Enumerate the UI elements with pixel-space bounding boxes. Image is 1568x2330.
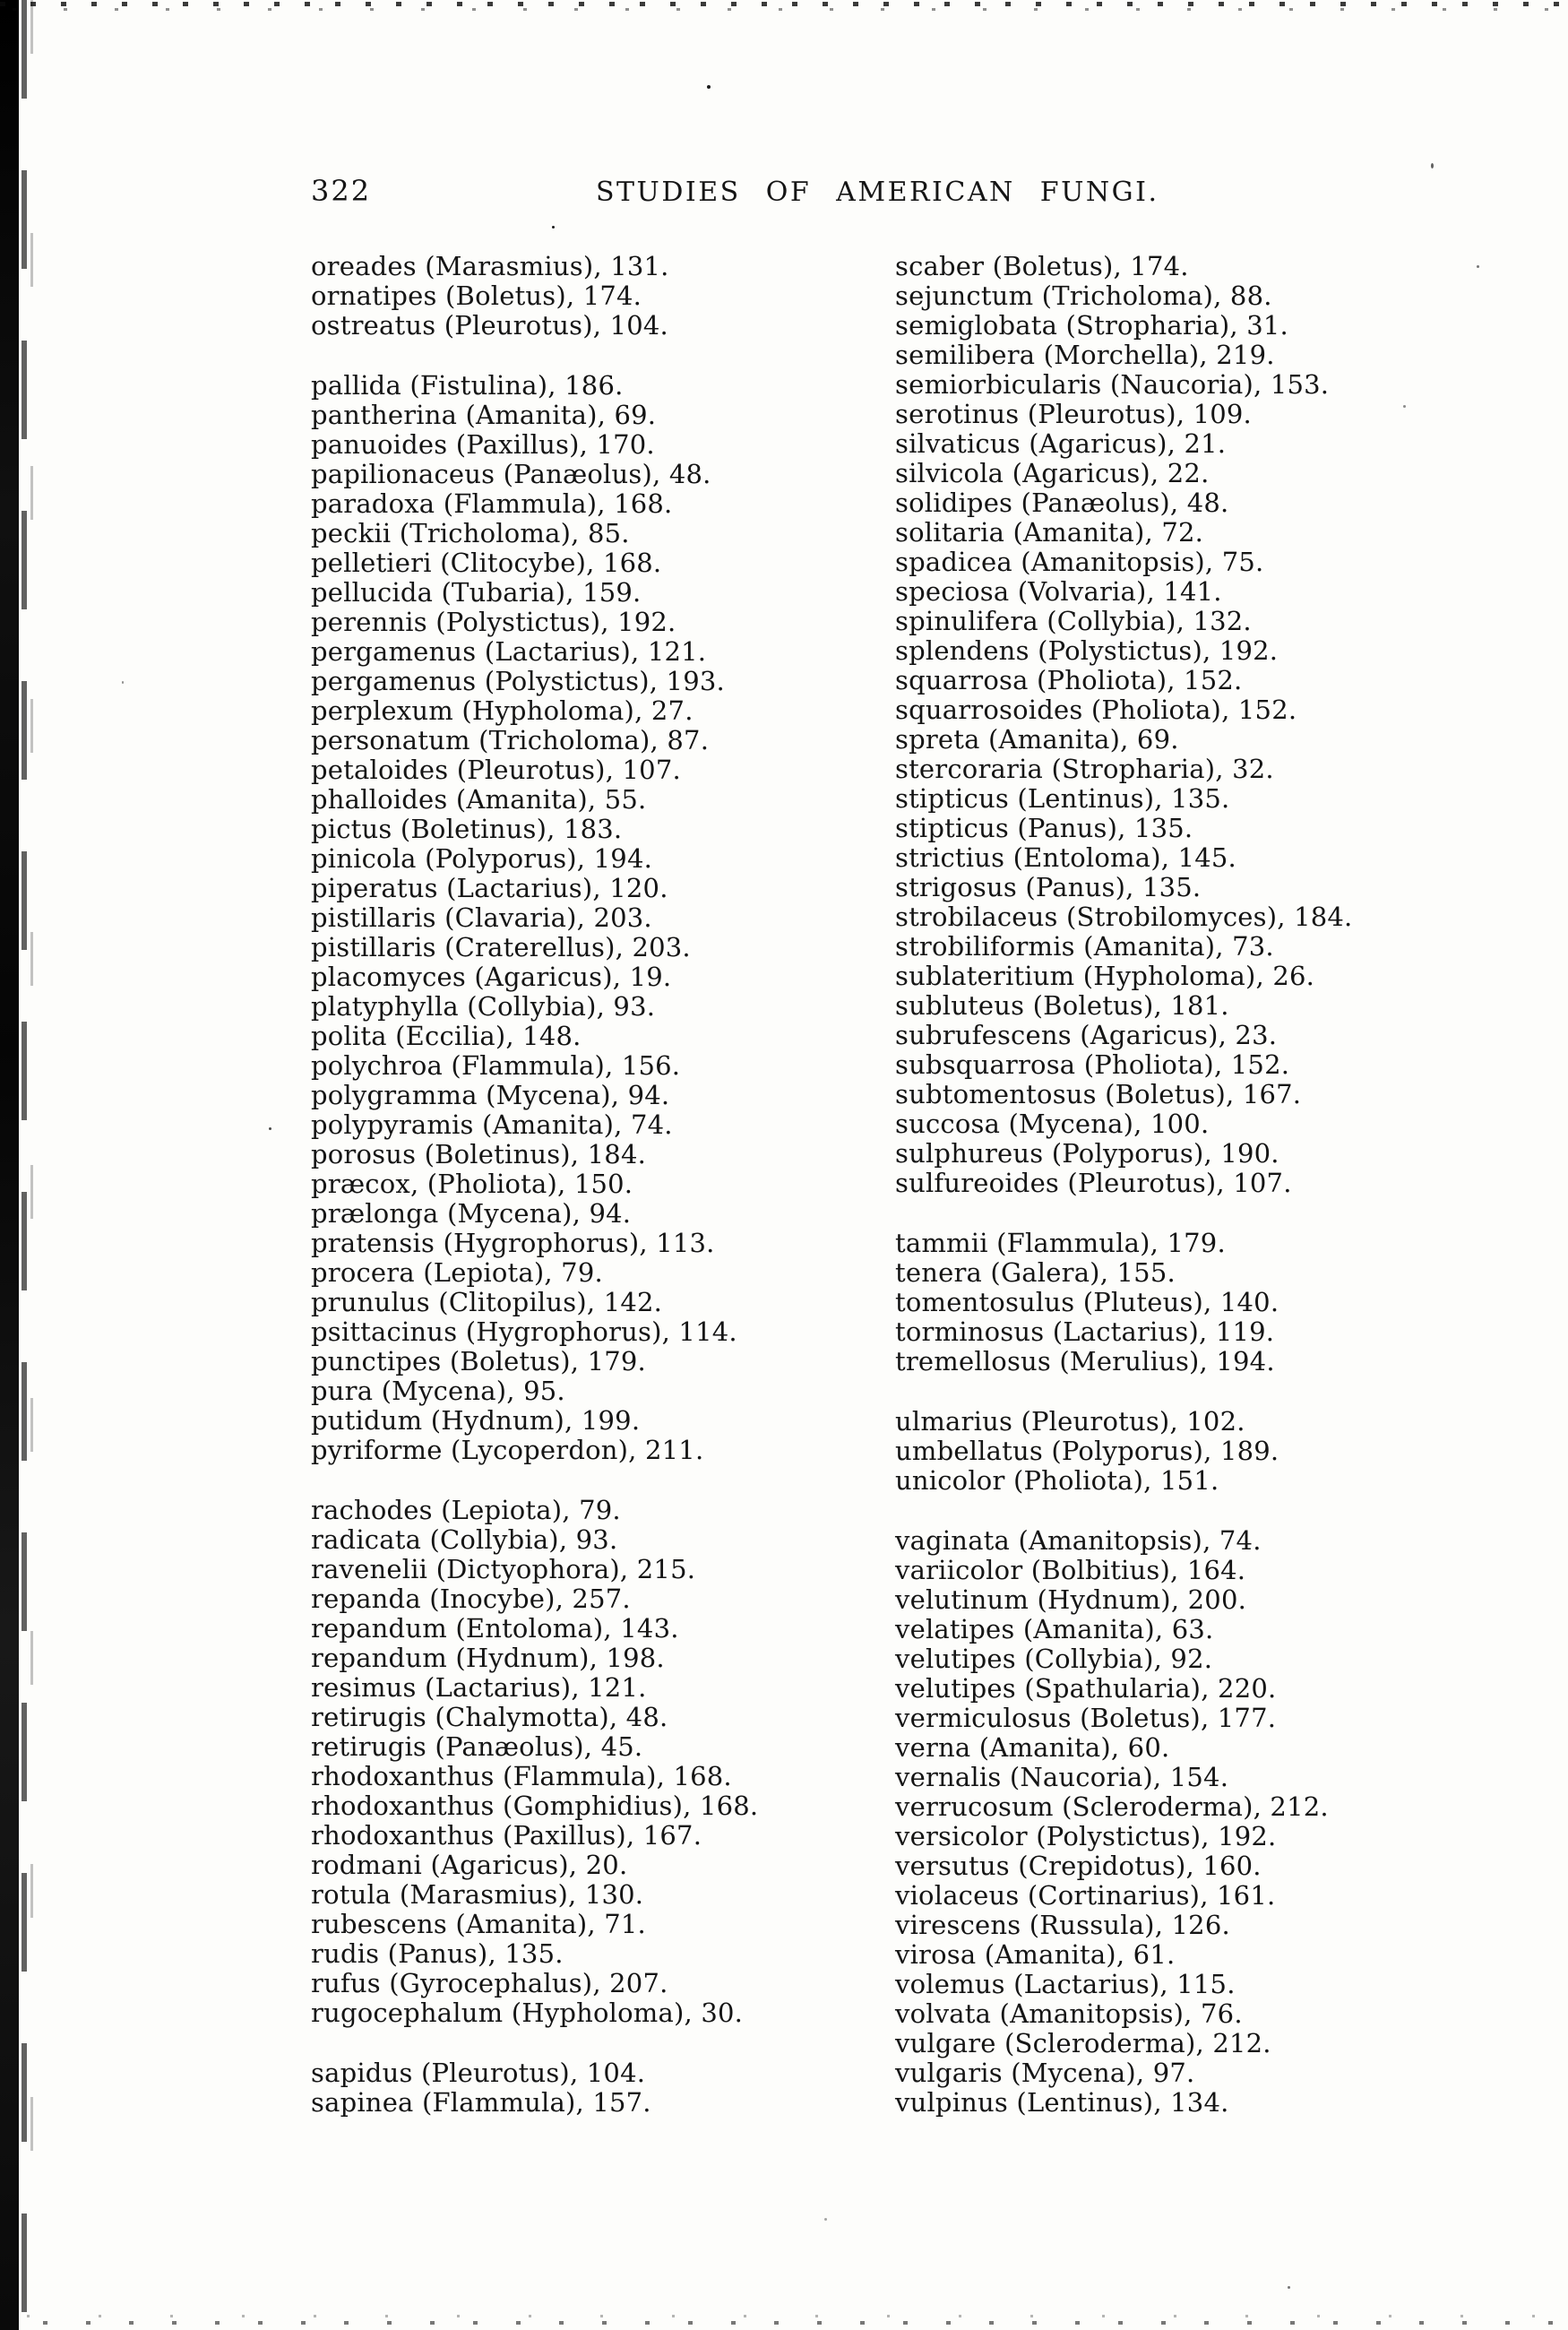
index-entry: umbellatus (Polyporus), 189. [895,1436,1279,1466]
index-entry: ostreatus (Pleurotus), 104. [311,310,668,341]
index-entry: semilibera (Morchella), 219. [895,340,1275,370]
index-entry: sejunctum (Tricholoma), 88. [895,280,1272,311]
index-entry: verrucosum (Scleroderma), 212. [895,1791,1329,1822]
index-entry: subluteus (Boletus), 181. [895,990,1229,1021]
index-entry: strictius (Entoloma), 145. [895,842,1236,873]
index-group [895,1407,1433,1496]
index-group [311,371,849,1465]
index-entry: silvicola (Agaricus), 22. [895,458,1210,488]
index-entry: piperatus (Lactarius), 120. [311,873,668,903]
index-entry: rudis (Panus), 135. [311,1938,564,1969]
index-entry: pallida (Fistulina), 186. [311,370,624,401]
index-entry: squarrosoides (Pholiota), 152. [895,695,1297,725]
index-entry: violaceus (Cortinarius), 161. [895,1880,1276,1911]
index-entry: speciosa (Volvaria), 141. [895,576,1222,607]
index-entry: repandum (Hydnum), 198. [311,1643,665,1673]
index-entry: peckii (Tricholoma), 85. [311,518,630,548]
index-entry: pura (Mycena), 95. [311,1376,565,1406]
index-entry: squarrosa (Pholiota), 152. [895,665,1243,695]
index-entry: prunulus (Clitopilus), 142. [311,1287,663,1317]
scan-speck [1477,265,1479,268]
index-entry: spreta (Amanita), 69. [895,724,1179,755]
index-entry: semiorbicularis (Naucoria), 153. [895,369,1330,400]
scan-artifact-left-edge [0,0,19,2330]
index-entry: pergamenus (Lactarius), 121. [311,636,707,667]
index-entry: velutinum (Hydnum), 200. [895,1584,1247,1615]
index-group [895,1526,1433,2118]
index-entry: sapinea (Flammula), 157. [311,2087,651,2118]
scan-artifact-top-edge [0,2,1568,6]
index-entry: vernalis (Naucoria), 154. [895,1762,1229,1792]
index-entry: rhodoxanthus (Paxillus), 167. [311,1820,702,1851]
index-entry: velutipes (Spathularia), 220. [895,1673,1277,1704]
index-entry: retirugis (Panæolus), 45. [311,1731,643,1762]
index-entry: stipticus (Panus), 135. [895,813,1193,843]
index-entry: rodmani (Agaricus), 20. [311,1850,628,1880]
index-entry: vaginata (Amanitopsis), 74. [895,1525,1262,1556]
index-entry: porosus (Boletinus), 184. [311,1139,647,1169]
index-entry: polygramma (Mycena), 94. [311,1080,670,1110]
index-entry: solitaria (Amanita), 72. [895,517,1204,548]
index-entry: torminosus (Lactarius), 119. [895,1316,1275,1347]
index-entry: perplexum (Hypholoma), 27. [311,695,694,726]
scan-artifact-left-line-2 [30,0,33,2330]
index-entry: sulfureoides (Pleurotus), 107. [895,1168,1292,1198]
index-entry: serotinus (Pleurotus), 109. [895,399,1252,429]
index-entry: rufus (Gyrocephalus), 207. [311,1968,668,1998]
scan-speck [122,681,124,684]
index-entry: velutipes (Collybia), 92. [895,1644,1213,1674]
index-entry: rugocephalum (Hypholoma), 30. [311,1998,744,2028]
index-entry: psittacinus (Hygrophorus), 114. [311,1316,737,1347]
index-entry: volemus (Lactarius), 115. [895,1969,1236,1999]
index-entry: pratensis (Hygrophorus), 113. [311,1228,715,1258]
index-entry: panuoides (Paxillus), 170. [311,429,655,460]
index-entry: procera (Lepiota), 79. [311,1257,603,1288]
scan-artifact-top-edge-2 [13,8,1568,11]
index-entry: sapidus (Pleurotus), 104. [311,2058,646,2088]
index-group [311,1496,849,2028]
index-entry: papilionaceus (Panæolus), 48. [311,459,711,489]
index-entry: stipticus (Lentinus), 135. [895,783,1230,814]
index-entry: spadicea (Amanitopsis), 75. [895,547,1264,577]
scan-speck [269,1127,271,1130]
index-entry: volvata (Amanitopsis), 76. [895,1998,1243,2029]
scan-speck [1288,2286,1290,2289]
index-entry: rubescens (Amanita), 71. [311,1909,646,1939]
index-entry: tammii (Flammula), 179. [895,1228,1226,1258]
index-group [311,252,849,341]
index-entry: tremellosus (Merulius), 194. [895,1346,1275,1376]
index-column-left [311,252,849,2118]
index-entry: silvaticus (Agaricus), 21. [895,428,1227,459]
index-entry: variicolor (Bolbitius), 164. [895,1555,1246,1585]
index-entry: repandum (Entoloma), 143. [311,1613,679,1644]
index-entry: velatipes (Amanita), 63. [895,1614,1214,1644]
running-header: STUDIES OF AMERICAN FUNGI. [596,177,1159,208]
index-entry: solidipes (Panæolus), 48. [895,488,1229,518]
index-entry: polypyramis (Amanita), 74. [311,1109,673,1140]
index-entry: pelletieri (Clitocybe), 168. [311,548,662,578]
scan-artifact-bottom-edge-2 [27,2315,1568,2317]
index-entry: polita (Eccilia), 148. [311,1021,582,1051]
index-entry: spinulifera (Collybia), 132. [895,606,1252,636]
scan-speck [552,226,555,229]
index-entry: scaber (Boletus), 174. [895,251,1189,281]
index-entry: unicolor (Pholiota), 151. [895,1465,1219,1496]
index-entry: strobiliformis (Amanita), 73. [895,931,1274,962]
index-entry: subrufescens (Agaricus), 23. [895,1020,1278,1050]
index-entry: rhodoxanthus (Gomphidius), 168. [311,1791,759,1821]
index-entry: pyriforme (Lycoperdon), 211. [311,1435,704,1465]
index-group [311,2058,849,2118]
index-entry: sulphureus (Polyporus), 190. [895,1138,1279,1169]
index-entry: pictus (Boletinus), 183. [311,814,623,844]
index-entry: pistillaris (Clavaria), 203. [311,902,652,933]
index-entry: rhodoxanthus (Flammula), 168. [311,1761,732,1791]
scan-artifact-bottom-edge [0,2321,1568,2325]
scan-speck [824,2218,827,2221]
index-group [895,252,1433,1198]
index-entry: oreades (Marasmius), 131. [311,251,669,281]
index-entry: præcox, (Pholiota), 150. [311,1169,633,1199]
index-entry: tomentosulus (Pluteus), 140. [895,1287,1279,1317]
index-entry: vulpinus (Lentinus), 134. [895,2087,1229,2118]
index-entry: succosa (Mycena), 100. [895,1109,1210,1139]
index-entry: versutus (Crepidotus), 160. [895,1851,1262,1881]
index-entry: pantherina (Amanita), 69. [311,400,657,430]
page-number: 322 [311,174,372,208]
index-entry: virescens (Russula), 126. [895,1910,1230,1940]
index-entry: pistillaris (Craterellus), 203. [311,932,691,962]
index-entry: rachodes (Lepiota), 79. [311,1495,621,1525]
index-group [895,1229,1433,1376]
index-entry: pergamenus (Polystictus), 193. [311,666,725,696]
index-entry: pinicola (Polyporus), 194. [311,843,653,874]
index-entry: radicata (Collybia), 93. [311,1524,618,1555]
index-entry: punctipes (Boletus), 179. [311,1346,646,1376]
index-entry: ravenelii (Dictyophora), 215. [311,1554,696,1584]
index-entry: strigosus (Panus), 135. [895,872,1202,902]
index-entry: subsquarrosa (Pholiota), 152. [895,1049,1290,1080]
index-entry: placomyces (Agaricus), 19. [311,962,672,992]
index-entry: vermiculosus (Boletus), 177. [895,1703,1277,1733]
index-entry: stercoraria (Stropharia), 32. [895,754,1274,784]
index-entry: pellucida (Tubaria), 159. [311,577,642,608]
scan-speck [707,85,711,89]
index-entry: phalloides (Amanita), 55. [311,784,647,815]
index-entry: personatum (Tricholoma), 87. [311,725,710,755]
index-entry: splendens (Polystictus), 192. [895,635,1279,666]
index-entry: ornatipes (Boletus), 174. [311,280,642,311]
index-entry: tenera (Galera), 155. [895,1257,1176,1288]
index-entry: rotula (Marasmius), 130. [311,1879,644,1910]
index-entry: strobilaceus (Strobilomyces), 184. [895,902,1353,932]
index-entry: retirugis (Chalymotta), 48. [311,1702,668,1732]
index-entry: virosa (Amanita), 61. [895,1939,1176,1970]
index-entry: repanda (Inocybe), 257. [311,1584,631,1614]
scan-speck [1431,163,1434,168]
index-entry: semiglobata (Stropharia), 31. [895,310,1288,341]
index-entry: putidum (Hydnum), 199. [311,1405,641,1436]
index-entry: polychroa (Flammula), 156. [311,1050,681,1081]
index-entry: verna (Amanita), 60. [895,1732,1170,1763]
index-entry: prælonga (Mycena), 94. [311,1198,632,1229]
index-entry: versicolor (Polystictus), 192. [895,1821,1277,1851]
index-entry: vulgare (Scleroderma), 212. [895,2028,1271,2058]
index-entry: ulmarius (Pleurotus), 102. [895,1406,1245,1437]
index-entry: platyphylla (Collybia), 93. [311,991,656,1022]
index-entry: resimus (Lactarius), 121. [311,1672,647,1703]
index-entry: petaloides (Pleurotus), 107. [311,755,681,785]
index-entry: perennis (Polystictus), 192. [311,607,676,637]
index-entry: vulgaris (Mycena), 97. [895,2058,1195,2088]
index-entry: subtomentosus (Boletus), 167. [895,1079,1302,1109]
scan-artifact-left-line [22,0,27,2330]
index-column-right [895,252,1433,2118]
index-entry: sublateritium (Hypholoma), 26. [895,961,1315,991]
index-entry: paradoxa (Flammula), 168. [311,488,673,519]
